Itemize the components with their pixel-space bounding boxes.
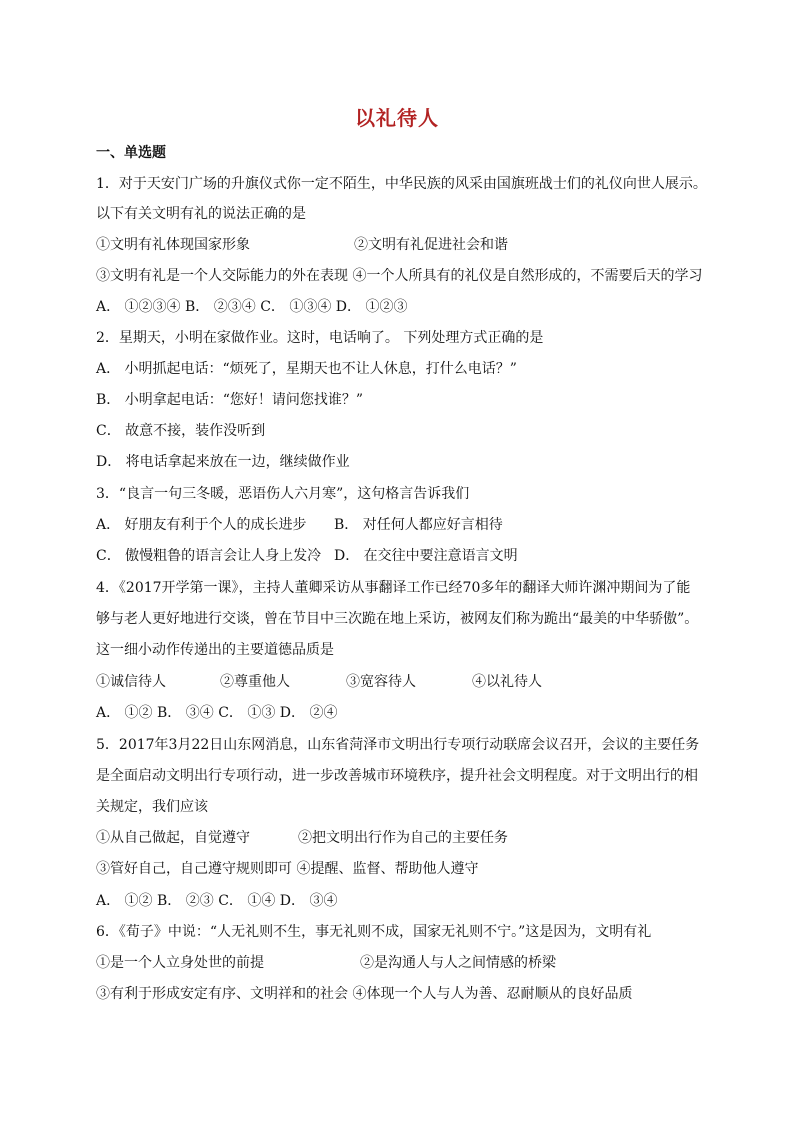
q6-stem: 6．《荀子》中说：“人无礼则不生，事无礼则不成，国家无礼则不宁。”这是因为，文明有礼 [96, 924, 652, 940]
q3-choice-c: C． 傲慢粗鲁的语言会让人身上发冷 [96, 548, 322, 564]
q4-option-2: ②尊重他人 [220, 674, 290, 690]
q1-stem-line1: 1．对于天安门广场的升旗仪式你一定不陌生，中华民族的风采由国旗班战士们的礼仪向世人展示。 [96, 176, 707, 192]
q1-option-1: ①文明有礼体现国家形象 [96, 237, 250, 253]
q1-option-row2: ③文明有礼是一个人交际能力的外在表现 ④一个人所具有的礼仪是自然形成的，不需要后天的学习 [96, 268, 703, 284]
q3-choice-d: D． 在交往中要注意语言文明 [334, 548, 518, 564]
q5-option-row1 [96, 828, 508, 848]
q5-stem-line2: 是全面启动文明出行专项行动，进一步改善城市环境秩序，提升社会文明程度。对于文明出行的相 [96, 768, 698, 784]
q2-choice-b: B． 小明拿起电话：“您好！请问您找谁？” [96, 392, 364, 408]
q3-choice-row2 [96, 546, 518, 566]
section-heading: 一、单选题 [96, 145, 166, 161]
q3-choice-b: B． 对任何人都应好言相待 [334, 517, 503, 533]
q4-answers: A． ①② B． ③④ C． ①③ D． ②④ [96, 705, 338, 721]
q6-option-2: ②是沟通人与人之间情感的桥梁 [360, 955, 556, 971]
q4-option-row [96, 672, 542, 692]
q5-option-1: ①从自己做起，自觉遵守 [96, 830, 250, 846]
q4-option-4: ④以礼待人 [472, 674, 542, 690]
q3-choice-a: A． 好朋友有利于个人的成长进步 [96, 517, 307, 533]
q5-option-row2: ③管好自己，自己遵守规则即可 ④提醒、监督、帮助他人遵守 [96, 861, 479, 877]
q4-stem-line2: 够与老人更好地进行交谈，曾在节目中三次跪在地上采访，被网友们称为跪出“最美的中华骄傲”。 [96, 611, 699, 627]
q1-stem-line2: 以下有关文明有礼的说法正确的是 [96, 206, 306, 222]
q1-option-row1 [96, 235, 508, 255]
q6-option-row1 [96, 953, 556, 973]
q5-answers: A． ①② B． ②③ C． ①④ D． ③④ [96, 893, 338, 909]
q5-option-2: ②把文明出行作为自己的主要任务 [298, 830, 508, 846]
q2-stem: 2．星期天，小明在家做作业。这时，电话响了。 下列处理方式正确的是 [96, 330, 544, 346]
page-title: 以礼待人 [355, 106, 439, 130]
q5-stem-line1: 5．2017年3月22日山东网消息，山东省菏泽市文明出行专项行动联席会议召开，会议的主要任务 [96, 737, 700, 753]
q1-answers: A． ①②③④ B． ②③④ C． ①③④ D． ①②③ [96, 299, 408, 315]
q6-option-row2: ③有利于形成安定有序、文明祥和的社会 ④体现一个人与人为善、忍耐顺从的良好品质 [96, 986, 633, 1002]
q6-option-1: ①是一个人立身处世的前提 [96, 955, 264, 971]
q4-option-1: ①诚信待人 [96, 674, 166, 690]
q4-option-3: ③宽容待人 [346, 674, 416, 690]
q4-stem-line1: 4．《2017开学第一课》，主持人董卿采访从事翻译工作已经70多年的翻译大师许渊冲期间为了能 [96, 580, 691, 596]
q3-choice-row1 [96, 515, 503, 535]
q1-option-2: ②文明有礼促进社会和谐 [354, 237, 508, 253]
q5-stem-line3: 关规定，我们应该 [96, 799, 208, 815]
q2-choice-d: D． 将电话拿起来放在一边，继续做作业 [96, 454, 350, 470]
q2-choice-a: A． 小明抓起电话：“烦死了，星期天也不让人休息，打什么电话？” [96, 361, 517, 377]
q3-stem: 3．“良言一句三冬暖，恶语伤人六月寒”，这句格言告诉我们 [96, 486, 470, 502]
q4-stem-line3: 这一细小动作传递出的主要道德品质是 [96, 642, 334, 658]
q2-choice-c: C． 故意不接，装作没听到 [96, 423, 266, 439]
